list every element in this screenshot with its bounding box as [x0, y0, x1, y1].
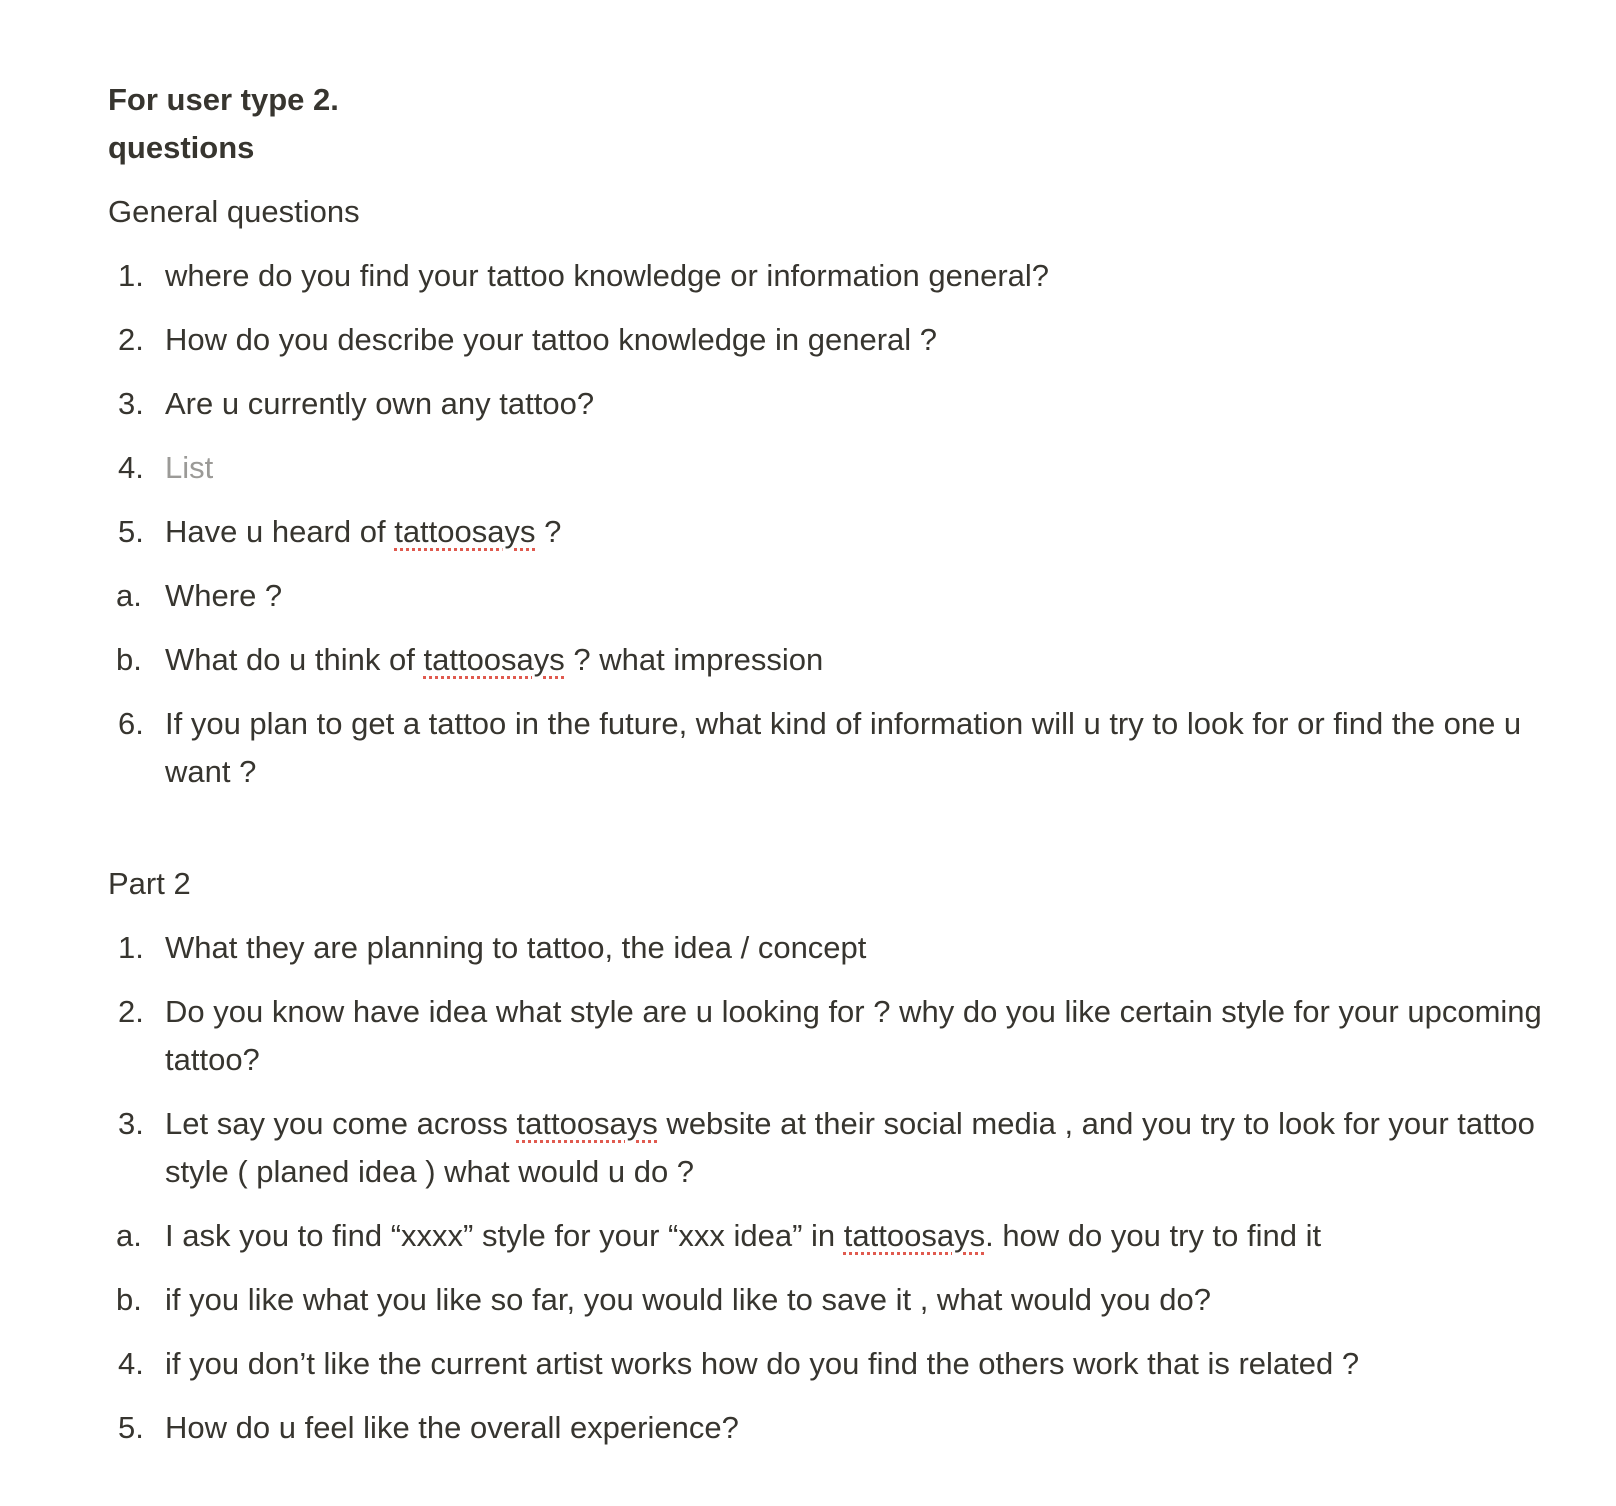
list-number: 3. [118, 1106, 144, 1141]
general-questions-list-continued [108, 700, 1548, 796]
list-number: 2. [118, 322, 144, 357]
document [108, 76, 1548, 1468]
list-number: 5. [118, 514, 144, 549]
list-letter: b. [116, 642, 142, 677]
list-item[interactable] [108, 1340, 1548, 1388]
list-item-text: If you plan to get a tattoo in the future, what kind of information will u try to look for or find the one u want ? [165, 706, 1522, 789]
list-placeholder: List [165, 450, 214, 485]
list-item[interactable] [108, 1404, 1548, 1452]
list-number: 1. [118, 930, 144, 965]
list-item[interactable] [108, 1100, 1548, 1196]
part-2-list [108, 924, 1548, 1196]
list-number: 6. [118, 706, 144, 741]
list-item-text: What do u think of tattoosays ? what impression [165, 642, 824, 677]
list-letter: a. [116, 578, 142, 613]
list-item-text: Where ? [165, 578, 283, 613]
misspelled-word: tattoosays [843, 1218, 986, 1253]
list-item-text: if you like what you like so far, you would like to save it , what would you do? [165, 1282, 1211, 1317]
general-sub-list [108, 572, 1548, 684]
list-letter: a. [116, 1218, 142, 1253]
part-2-list-continued [108, 1340, 1548, 1452]
list-item-text: What they are planning to tattoo, the idea / concept [165, 930, 867, 965]
list-item[interactable] [108, 988, 1548, 1084]
misspelled-word: tattoosays [516, 1106, 658, 1141]
list-item-text: How do u feel like the overall experience? [165, 1410, 739, 1445]
list-item[interactable] [108, 924, 1548, 972]
list-item-text: Are u currently own any tattoo? [165, 386, 595, 421]
list-item[interactable] [108, 508, 1548, 556]
list-item[interactable] [108, 700, 1548, 796]
list-number: 4. [118, 1346, 144, 1381]
list-item[interactable] [108, 380, 1548, 428]
list-number: 4. [118, 450, 144, 485]
sub-list-item[interactable] [108, 1276, 1548, 1324]
list-item-text: where do you find your tattoo knowledge or information general? [165, 258, 1050, 293]
list-number: 2. [118, 994, 144, 1029]
section-heading-general[interactable]: General questions [108, 194, 360, 229]
page-title[interactable]: For user type 2. [108, 82, 339, 117]
list-number: 1. [118, 258, 144, 293]
list-item[interactable] [108, 252, 1548, 300]
list-item-text: Do you know have idea what style are u looking for ? why do you like certain style for your upcoming tattoo? [165, 994, 1542, 1077]
list-number: 3. [118, 386, 144, 421]
page-subtitle[interactable]: questions [108, 130, 255, 165]
list-item-text: I ask you to find “xxxx” style for your “xxx idea” in tattoosays. how do you try to find it [165, 1218, 1322, 1253]
list-item-text: if you don’t like the current artist works how do you find the others work that is related ? [165, 1346, 1360, 1381]
sub-list-item[interactable] [108, 572, 1548, 620]
section-heading-part-2[interactable]: Part 2 [108, 866, 191, 901]
list-item-empty[interactable] [108, 444, 1548, 492]
list-item-text: Have u heard of tattoosays ? [165, 514, 562, 549]
misspelled-word: tattoosays [394, 514, 536, 549]
part-2-sub-list [108, 1212, 1548, 1324]
general-questions-list [108, 252, 1548, 556]
list-item-text: Let say you come across tattoosays website at their social media , and you try to look for your tattoo style ( planed idea ) what would u do ? [165, 1106, 1535, 1189]
sub-list-item[interactable] [108, 1212, 1548, 1260]
list-item-text: How do you describe your tattoo knowledge in general ? [165, 322, 938, 357]
list-item[interactable] [108, 316, 1548, 364]
list-letter: b. [116, 1282, 142, 1317]
list-number: 5. [118, 1410, 144, 1445]
sub-list-item[interactable] [108, 636, 1548, 684]
misspelled-word: tattoosays [423, 642, 565, 677]
